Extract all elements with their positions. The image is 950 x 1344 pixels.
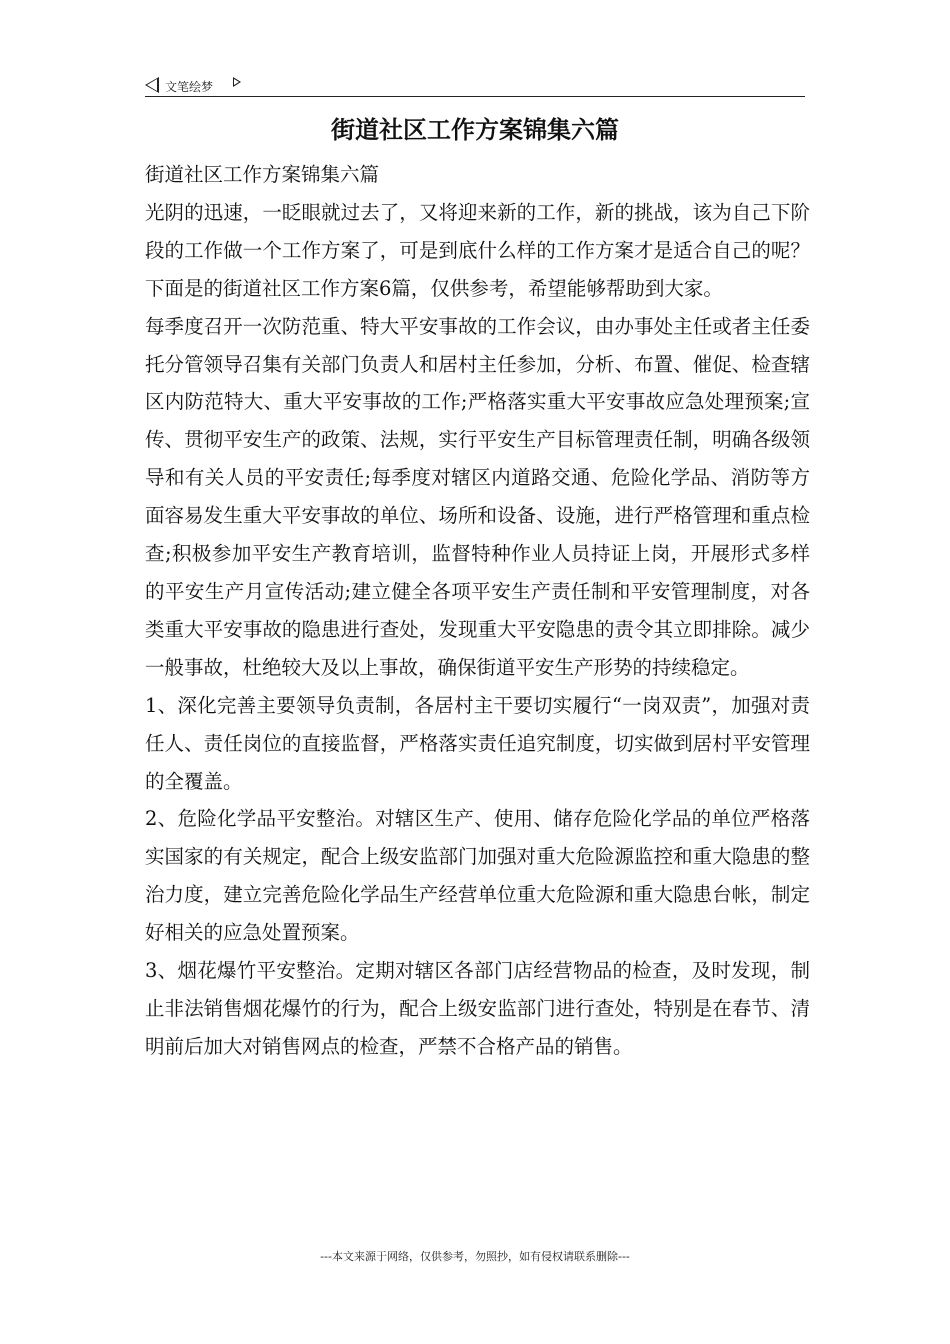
item-paragraph-3: 3、烟花爆竹平安整治。定期对辖区各部门店经营物品的检查，及时发现，制止非法销售烟花爆竹的行为，配合上级安监部门进行查处，特别是在春节、清明前后加大对销售网点的检查，严禁不合格产品的销售。 [145,959,810,1058]
body-paragraph: 每季度召开一次防范重、特大平安事故的工作会议，由办事处主任或者主任委托分管领导召集有关部门负责人和居村主任参加，分析、布置、催促、检查辖区内防范特大、重大平安事故的工作;严格落实重大平安事故应急处理预案;宣传、贯彻平安生产的政策、法规，实行平安生产目标管理责任制，明确各级领导和有关人员的平安责任;每季度对辖区内道路交通、危险化学品、消防等方面容易发生重大平安事故的单位、场所和设备、设施，进行严格管理和重点检查;积极参加平安生产教育培训，监督特种作业人员持证上岗，开展形式多样的平安生产月宣传活动;建立健全各项平安生产责任制和平安管理制度，对各类重大平安事故的隐患进行查处，发现重大平安隐患的责令其立即排除。减少一般事故，杜绝较大及以上事故，确保街道平安生产形势的持续稳定。 [145,314,810,679]
triangle-left-icon [145,77,159,93]
item-paragraph-2: 2、危险化学品平安整治。对辖区生产、使用、储存危险化学品的单位严格落实国家的有关规定，配合上级安监部门加强对重大危险源监控和重大隐患的整治力度，建立完善危险化学品生产经营单位重大危险源和重大隐患台帐，制定好相关的应急处置预案。 [145,807,810,945]
document-body [145,156,810,1066]
page-header [145,74,805,97]
brand-label: 文笔绘梦 [165,80,214,94]
triangle-right-icon [233,77,241,87]
intro-paragraph: 光阴的迅速，一眨眼就过去了，又将迎来新的工作，新的挑战，该为自己下阶段的工作做一个工作方案了，可是到底什么样的工作方案才是适合自己的呢？下面是的街道社区工作方案6篇，仅供参考，希望能够帮助到大家。 [145,200,810,300]
item-paragraph-1: 1、深化完善主要领导负责制，各居村主干要切实履行“一岗双责”，加强对责任人、责任岗位的直接监督，严格落实责任追究制度，切实做到居村平安管理的全覆盖。 [145,693,810,793]
subtitle-paragraph: 街道社区工作方案锦集六篇 [145,163,380,186]
document-title: 街道社区工作方案锦集六篇 [331,115,619,144]
footer-notice: ---本文来源于网络，仅供参考，勿照抄，如有侵权请联系删除--- [320,1250,630,1263]
